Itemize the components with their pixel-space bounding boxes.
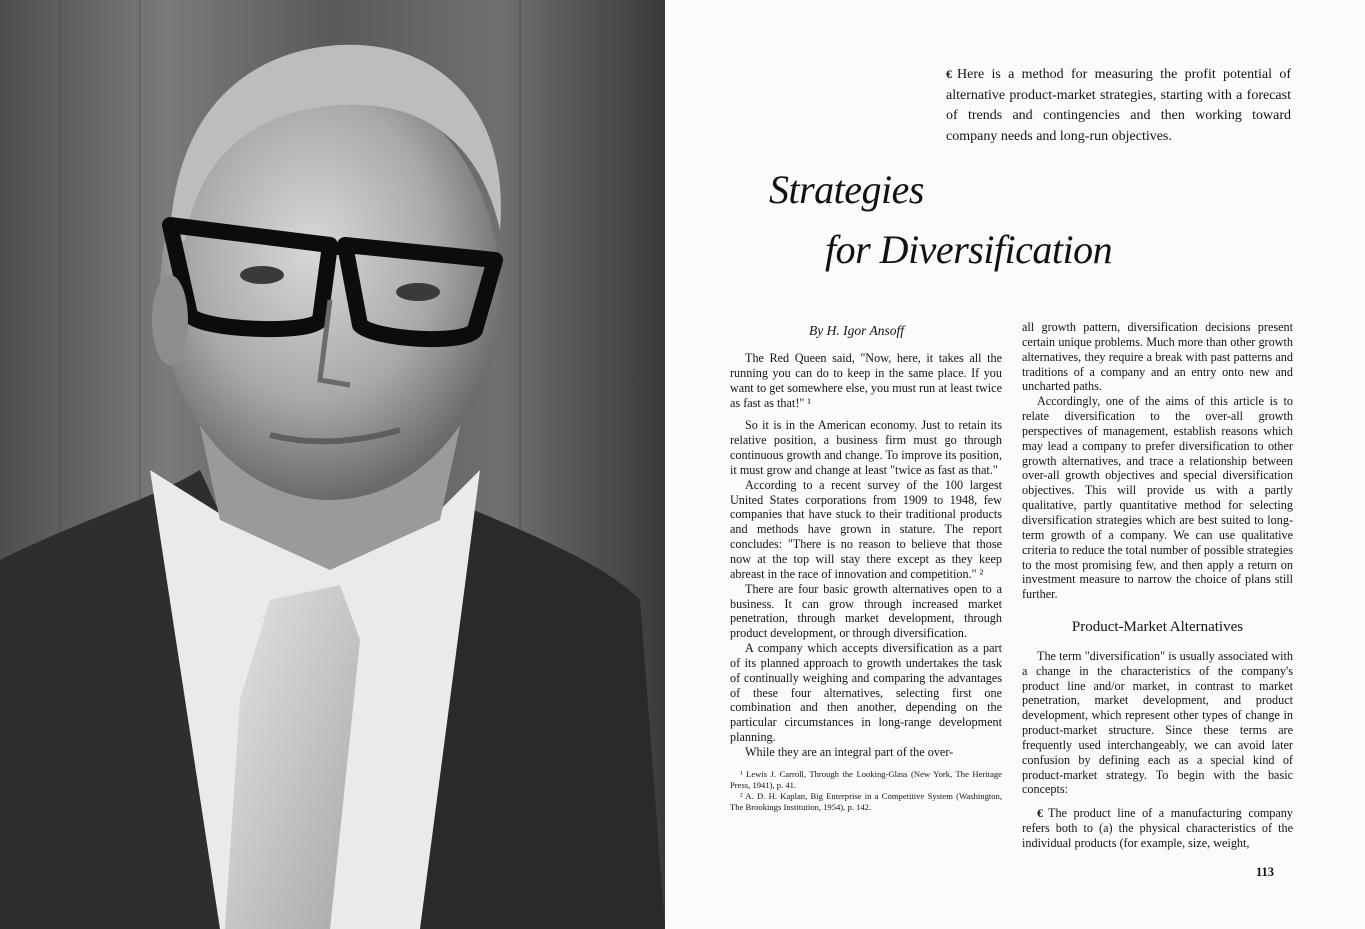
paragraph: all growth pattern, diversification decisions present certain unique problems. Much more than other growth alternatives, they require a break with past patterns and traditions of a company and an entry onto new and uncharted paths. <box>1022 320 1293 394</box>
article-deck <box>946 64 1291 147</box>
portrait-illustration <box>0 0 665 929</box>
byline: By H. Igor Ansoff <box>809 323 904 338</box>
section-heading: Product-Market Alternatives <box>1071 619 1244 636</box>
article-title-line-1: Strategies <box>769 167 924 212</box>
footnotes <box>730 769 1002 813</box>
bullet-paragraph-text: The product line of a manufacturing company refers both to (a) the physical characteristics of the individual products (for example, size, weight, <box>1022 806 1293 850</box>
column-left <box>730 351 1002 813</box>
footnote: ¹ Lewis J. Carroll, Through the Looking-Glass (New York, The Heritage Press, 1941), p. 41. <box>730 768 1002 790</box>
paragraph: According to a recent survey of the 100 largest United States corporations from 1909 to 1948, few companies that have stuck to their traditional products and methods have grown in stature. The report concludes: "There is no reason to believe that those now at the top will stay there except as they keep abreast in the race of innovation and competition." ² <box>730 477 1002 581</box>
paragraph: While they are an integral part of the over- <box>745 744 954 759</box>
portrait-photo <box>0 0 665 929</box>
footnote: ² A. D. H. Kaplan, Big Enterprise in a Competitive System (Washington, The Brookings Institution, 1954), p. 142. <box>730 790 1002 812</box>
paragraph: There are four basic growth alternatives open to a business. It can grow through increased market penetration, through market development, through product development, or through diversification. <box>730 581 1002 641</box>
page-number: 113 <box>1256 865 1275 879</box>
deck-text: Here is a method for measuring the profit potential of alternative product-market strategies, starting with a forecast of trends and contingencies and then working toward company needs and long-run objectives. <box>946 67 1291 144</box>
article-page <box>665 0 1365 929</box>
paragraph: A company which accepts diversification as a part of its planned approach to growth undertakes the task of continually weighing and comparing the advantages of these four alternatives, selecting first one combination and then another, depending on the particular circumstances in long-range development planning. <box>730 641 1002 745</box>
article-title-line-2: for Diversification <box>825 227 1113 272</box>
column-right <box>1022 320 1293 851</box>
deck-bullet: € <box>946 67 952 81</box>
paragraph: The Red Queen said, "Now, here, it takes all the running you can do to keep in the same place. If you want to get somewhere else, you must run at least twice as fast as that!" ¹ <box>730 351 1002 410</box>
paragraph: So it is in the American economy. Just to retain its relative position, a business firm must go through continuous growth and change. To improve its position, it must grow and change at least "twice as fast as that." <box>730 418 1002 477</box>
paragraph: Accordingly, one of the aims of this article is to relate diversification to the over-all growth perspectives of management, establish reasons which may lead a company to prefer diversification to other growth alternatives, and trace a relationship between over-all growth objectives and special diversification objectives. This will provide us with a partly qualitative, partly quantitative method for selecting diversification strategies which are best suited to long-term growth of a company. We can use qualitative criteria to reduce the total number of possible strategies to the most promising few, and then apply a return on investment measure to narrow the choice of plans still further. <box>1022 394 1293 602</box>
bullet-paragraph <box>1022 806 1293 851</box>
paragraph: The term "diversification" is usually associated with a change in the characteristics of the company's product line and/or market, in contrast to market penetration, market development, and product development, which represent other types of change in product-market structure. Since these terms are frequently used interchangeably, we can avoid later confusion by defining each as a special kind of product-market strategy. To begin with the basic concepts: <box>1022 648 1293 797</box>
paragraph-bullet: € <box>1037 806 1043 821</box>
